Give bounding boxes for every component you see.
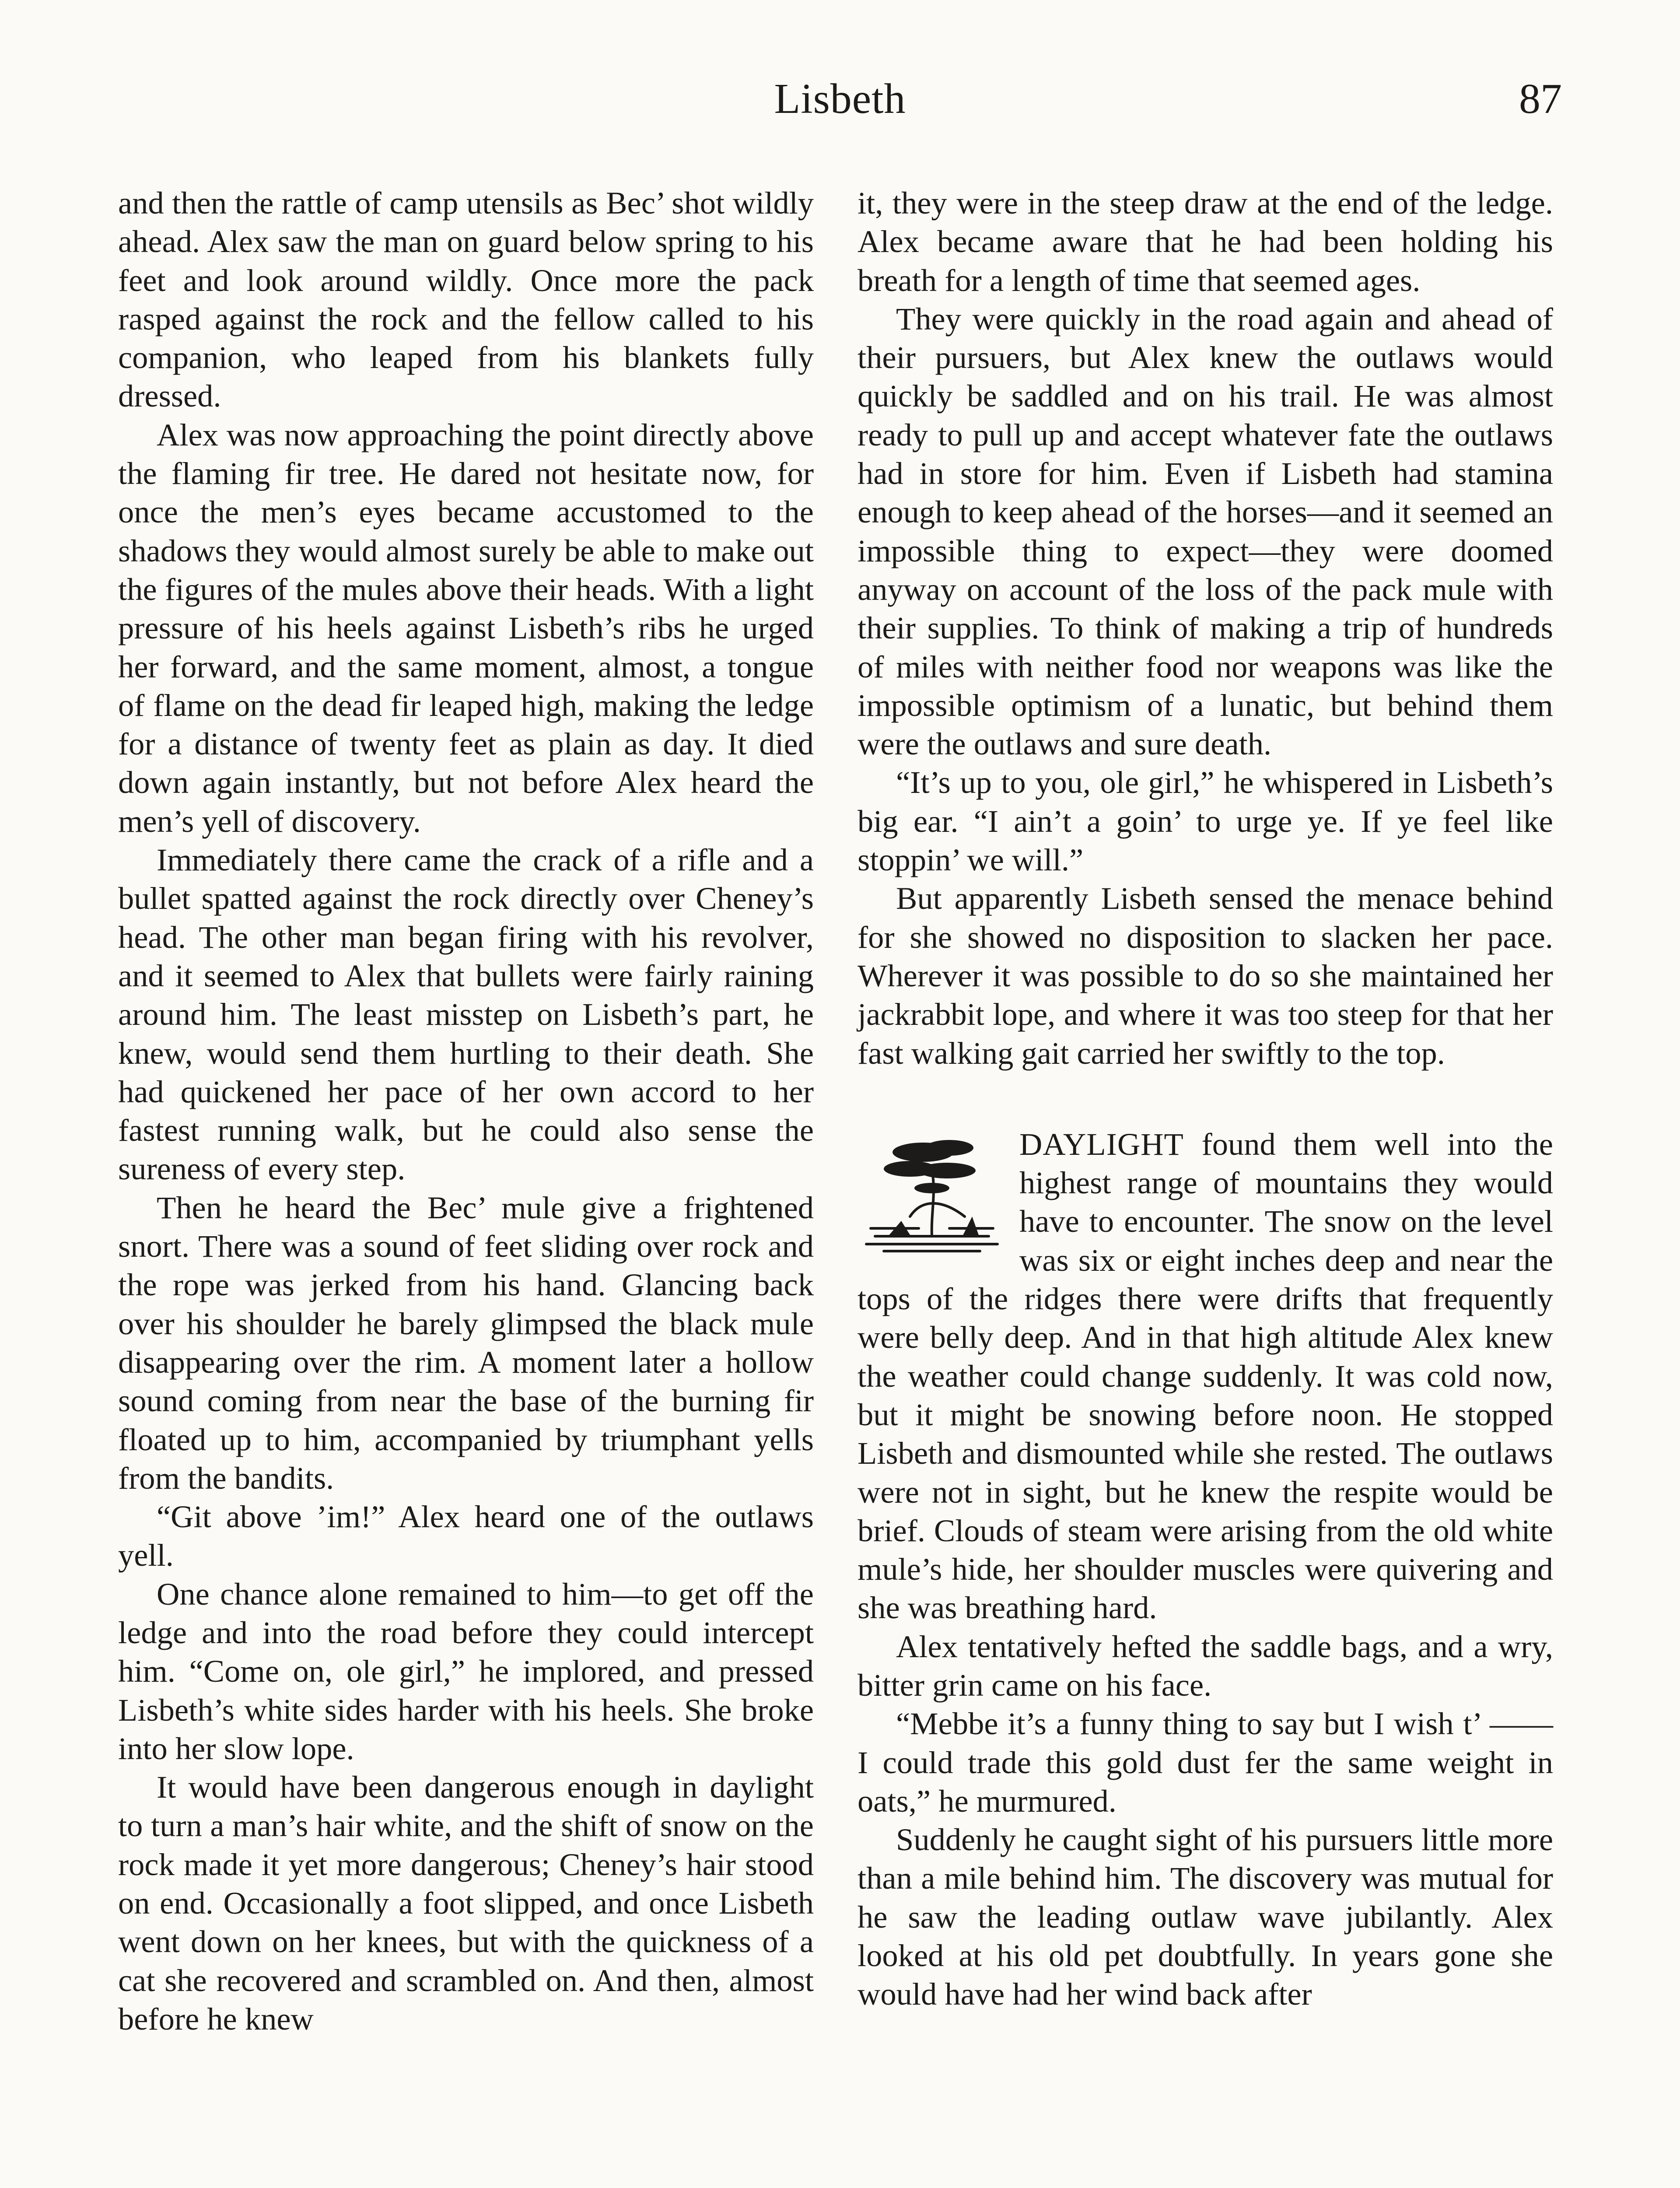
paragraph: “Mebbe it’s a funny thing to say but I wish t’ —— I could trade this gold dust fer the same weight in oats,” he murmured. xyxy=(858,1706,1553,1819)
paragraph: Alex tentatively hefted the saddle bags, and a wry, bitter grin came on his face. xyxy=(858,1628,1553,1703)
right-column xyxy=(858,184,1553,2014)
pine-tree-landscape-icon xyxy=(858,1127,1006,1258)
paragraph: it, they were in the steep draw at the end of the ledge. Alex became aware that he had been holding his breath for a length of time that seemed ages. xyxy=(858,185,1553,298)
section-first-paragraph-text: found them well into the highest range of mountains they would have to encounter. The snow on the level was six or eight inches deep and near the tops of the ridges there were drifts that frequently were belly deep. And in that high altitude Alex knew the weather could change suddenly. It was cold now, but it might be snowing before noon. He stopped Lisbeth and dismounted while she rested. The outlaws were not in sight, but he knew the respite would be brief. Clouds of steam were arising from the old white mule’s hide, her shoulder muscles were quivering and she was breathing hard. xyxy=(858,1126,1553,1626)
paragraph: “Git above ’im!” Alex heard one of the outlaws yell. xyxy=(118,1499,814,1573)
running-title: Lisbeth xyxy=(774,75,906,123)
paragraph: and then the rattle of camp utensils as Bec’ shot wildly ahead. Alex saw the man on guard below spring to his feet and look around wildly. Once more the pack rasped against the rock and the fellow called to his companion, who leaped from his blankets fully dressed. xyxy=(118,185,814,414)
paragraph: But apparently Lisbeth sensed the menace behind for she showed no disposition to slacken her pace. Wherever it was possible to do so she maintained her jackrabbit lope, and where it was too steep for that her fast walking gait carried her swiftly to the top. xyxy=(858,880,1553,1071)
section-lead-word: DAYLIGHT xyxy=(1019,1126,1184,1162)
paragraph: One chance alone remained to him—to get off the ledge and into the road before they could intercept him. “Come on, ole girl,” he implored, and pressed Lisbeth’s white sides harder with his heels. She broke into her slow lope. xyxy=(118,1576,814,1766)
paragraph: It would have been dangerous enough in daylight to turn a man’s hair white, and the shift of snow on the rock made it yet more dangerous; Cheney’s hair stood on end. Occasionally a foot slipped, and once Lisbeth went down on her knees, but with the quickness of a cat she recovered and scrambled on. And then, almost before he knew xyxy=(118,1769,814,2037)
paragraph: Alex was now approaching the point directly above the flaming fir tree. He dared not hesitate now, for once the men’s eyes became accustomed to the shadows they would almost surely be able to make out the figures of the mules above their heads. With a light pressure of his heels against Lisbeth’s ribs he urged her forward, and the same moment, almost, a tongue of flame on the dead fir leaped high, making the ledge for a distance of twenty feet as plain as day. It died down again instantly, but not before Alex heard the men’s yell of discovery. xyxy=(118,417,814,839)
paragraph: They were quickly in the road again and ahead of their pursuers, but Alex knew the outlaws would quickly be saddled and on his trail. He was almost ready to pull up and accept whatever fate the outlaws had in store for him. Even if Lisbeth had stamina enough to keep ahead of the horses—and it seemed an impossible thing to expect—they were doomed anyway on account of the loss of the pack mule with their supplies. To think of making a trip of hundreds of miles with neither food nor weapons was like the impossible optimism of a lunatic, but behind them were the outlaws and sure death. xyxy=(858,301,1553,762)
left-column xyxy=(118,184,814,2038)
page-number: 87 xyxy=(1519,75,1562,123)
paragraph: Suddenly he caught sight of his pursuers little more than a mile behind him. The discovery was mutual for he saw the leading outlaw wave jubilantly. Alex looked at his old pet doubtfully. In years gone she would have had her wind back after xyxy=(858,1822,1553,2012)
paragraph: “It’s up to you, ole girl,” he whispered in Lisbeth’s big ear. “I ain’t a goin’ to urge ye. If ye feel like stoppin’ we will.” xyxy=(858,764,1553,878)
section-opening xyxy=(858,1125,1553,1627)
paragraph: Then he heard the Bec’ mule give a frightened snort. There was a sound of feet sliding over rock and the rope was jerked from his hand. Glancing back over his shoulder he barely glimpsed the black mule disappearing over the rim. A moment later a hollow sound coming from near the base of the burning fir floated up to him, accompanied by triumphant yells from the bandits. xyxy=(118,1189,814,1496)
running-header xyxy=(118,74,1562,149)
paragraph: Immediately there came the crack of a rifle and a bullet spatted against the rock directly over Cheney’s head. The other man began firing with his revolver, and it seemed to Alex that bullets were fairly raining around him. The least misstep on Lisbeth’s part, he knew, would send them hurtling to their death. She had quickened her pace of her own accord to her fastest running walk, but he could also sense the sureness of every step. xyxy=(118,842,814,1187)
section-break xyxy=(858,1073,1553,1125)
